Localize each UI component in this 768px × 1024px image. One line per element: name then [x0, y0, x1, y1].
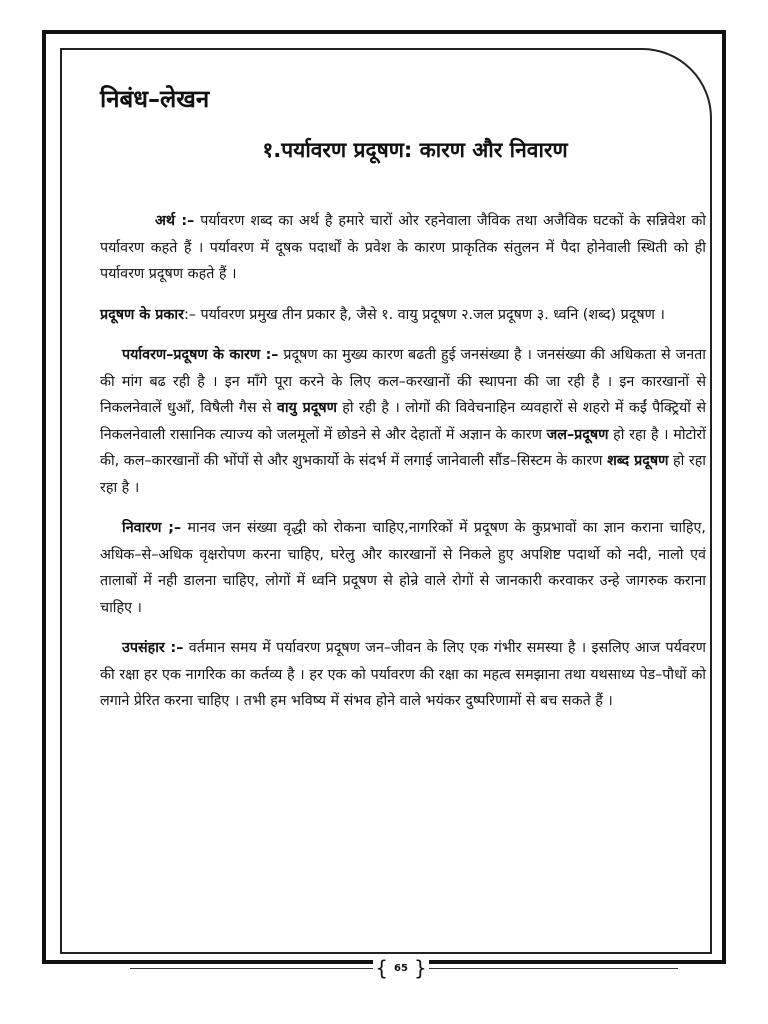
label-prakar: प्रदूषण के प्रकार	[100, 306, 184, 323]
text-karan-2: हो रही है । लोगों की विवेचनाहिन व्यवहारों से शहरो में कईं पैक्ट्रियों से निकलनेवाली रासानिक त्याज्य को जलमूलों में छोडने से और देहातों में अज्ञान के कारण	[100, 400, 707, 443]
label-karan: पर्यावरण–प्रदूषण के कारण :–	[122, 347, 279, 363]
bold-vayu-pradushan: वायु प्रदूषण	[276, 400, 337, 416]
page-number-box	[373, 957, 429, 979]
label-upsanhar: उपसंहार :–	[122, 640, 184, 656]
text-nivaran: मानव जन संख्या वृद्धी को रोकना चाहिए,नागरिकों में प्रदूषण के कुप्रभावों का ज्ञान कराना चाहिए, अधिक–से–अधिक वृक्षरोपण करना चाहिए, घरेलु और कारखानों से निकले हुए अपशिष्ट पदार्थो को नदी, नालो एवं तालाबों में नही डालना चाहिए, लोगों में ध्वनि प्रदूषण से होन्रे वाले रोगों से जानकारी करवाकर उन्हे जागरुक कराना चाहिए ।	[100, 520, 706, 616]
left-brace-icon: {	[375, 956, 389, 980]
text-karan-4: हो रहा रहा है ।	[100, 453, 706, 496]
right-brace-icon: }	[413, 956, 427, 980]
page-number: 65	[394, 962, 408, 974]
essay-title: १.पर्यावरण प्रदूषण: कारण और निवारण	[262, 138, 568, 162]
bold-shabd-pradushan: शब्द प्रदूषण	[607, 453, 669, 469]
text-prakar: :– पर्यावरण प्रमुख तीन प्रकार है, जैसे १. वायु प्रदूषण २.जल प्रदूषण ३. ध्वनि (शब्द) प्रदूषण ।	[183, 306, 665, 323]
paragraph-karan	[100, 342, 706, 501]
text-karan-1: प्रदूषण का मुख्य कारण बढती हुई जनसंख्या है । जनसंख्या की अधिकता से जनता की मांग बढ रही है । इन माँगे पूरा करने के लिए कल–करखानों की स्थापना की जा रही है । इन कारखानों से निकलनेवालें धुआँ, विषैली गैस से	[100, 347, 706, 416]
page-heading: निबंध–लेखन	[100, 85, 210, 113]
essay-body	[100, 208, 706, 729]
text-arth: पर्यावरण शब्द का अर्थ है हमारे चारों ओर रहनेवाला जैविक तथा अजैविक घटकों के सन्निवेश को पर्यावरण कहते हैं । पर्यावरण में दूषक पदार्थों के प्रवेश के कारण प्राकृतिक संतुलन में पैदा होनेवाली स्थिती को ही पर्यावरण प्रदूषण कहते हैं ।	[100, 213, 706, 282]
label-arth: अर्थ :–	[155, 213, 195, 229]
paragraph-arth	[100, 208, 706, 288]
paragraph-prakar	[100, 302, 706, 329]
text-upsanhar: वर्तमान समय में पर्यावरण प्रदूषण जन–जीवन के लिए एक गंभीर समस्या है । इसलिए आज पर्यवरण की रक्षा हर एक नागरिक का कर्तव्य है । हर एक को पर्यावरण की रक्षा का महत्व समझाना तथा यथसाध्य पेड–पौधों को लगाने प्रेरित करना चाहिए । तभी हम भविष्य में संभव होने वाले भयंकर दुष्परिणामों से बच सकते हैं ।	[100, 640, 706, 709]
paragraph-upsanhar	[100, 635, 706, 715]
paragraph-nivaran	[100, 515, 706, 621]
bold-jal-pradushan: जल–प्रदूषण	[546, 426, 609, 443]
label-nivaran: निवारण ;–	[122, 520, 182, 536]
text-karan-3: हो रहा है । मोटोरों की, कल–कारखानों की भोंपों से और शुभकार्यो के संदर्भ में लगाई जानेवाली सौंड–सिस्टम के कारण	[100, 426, 706, 469]
